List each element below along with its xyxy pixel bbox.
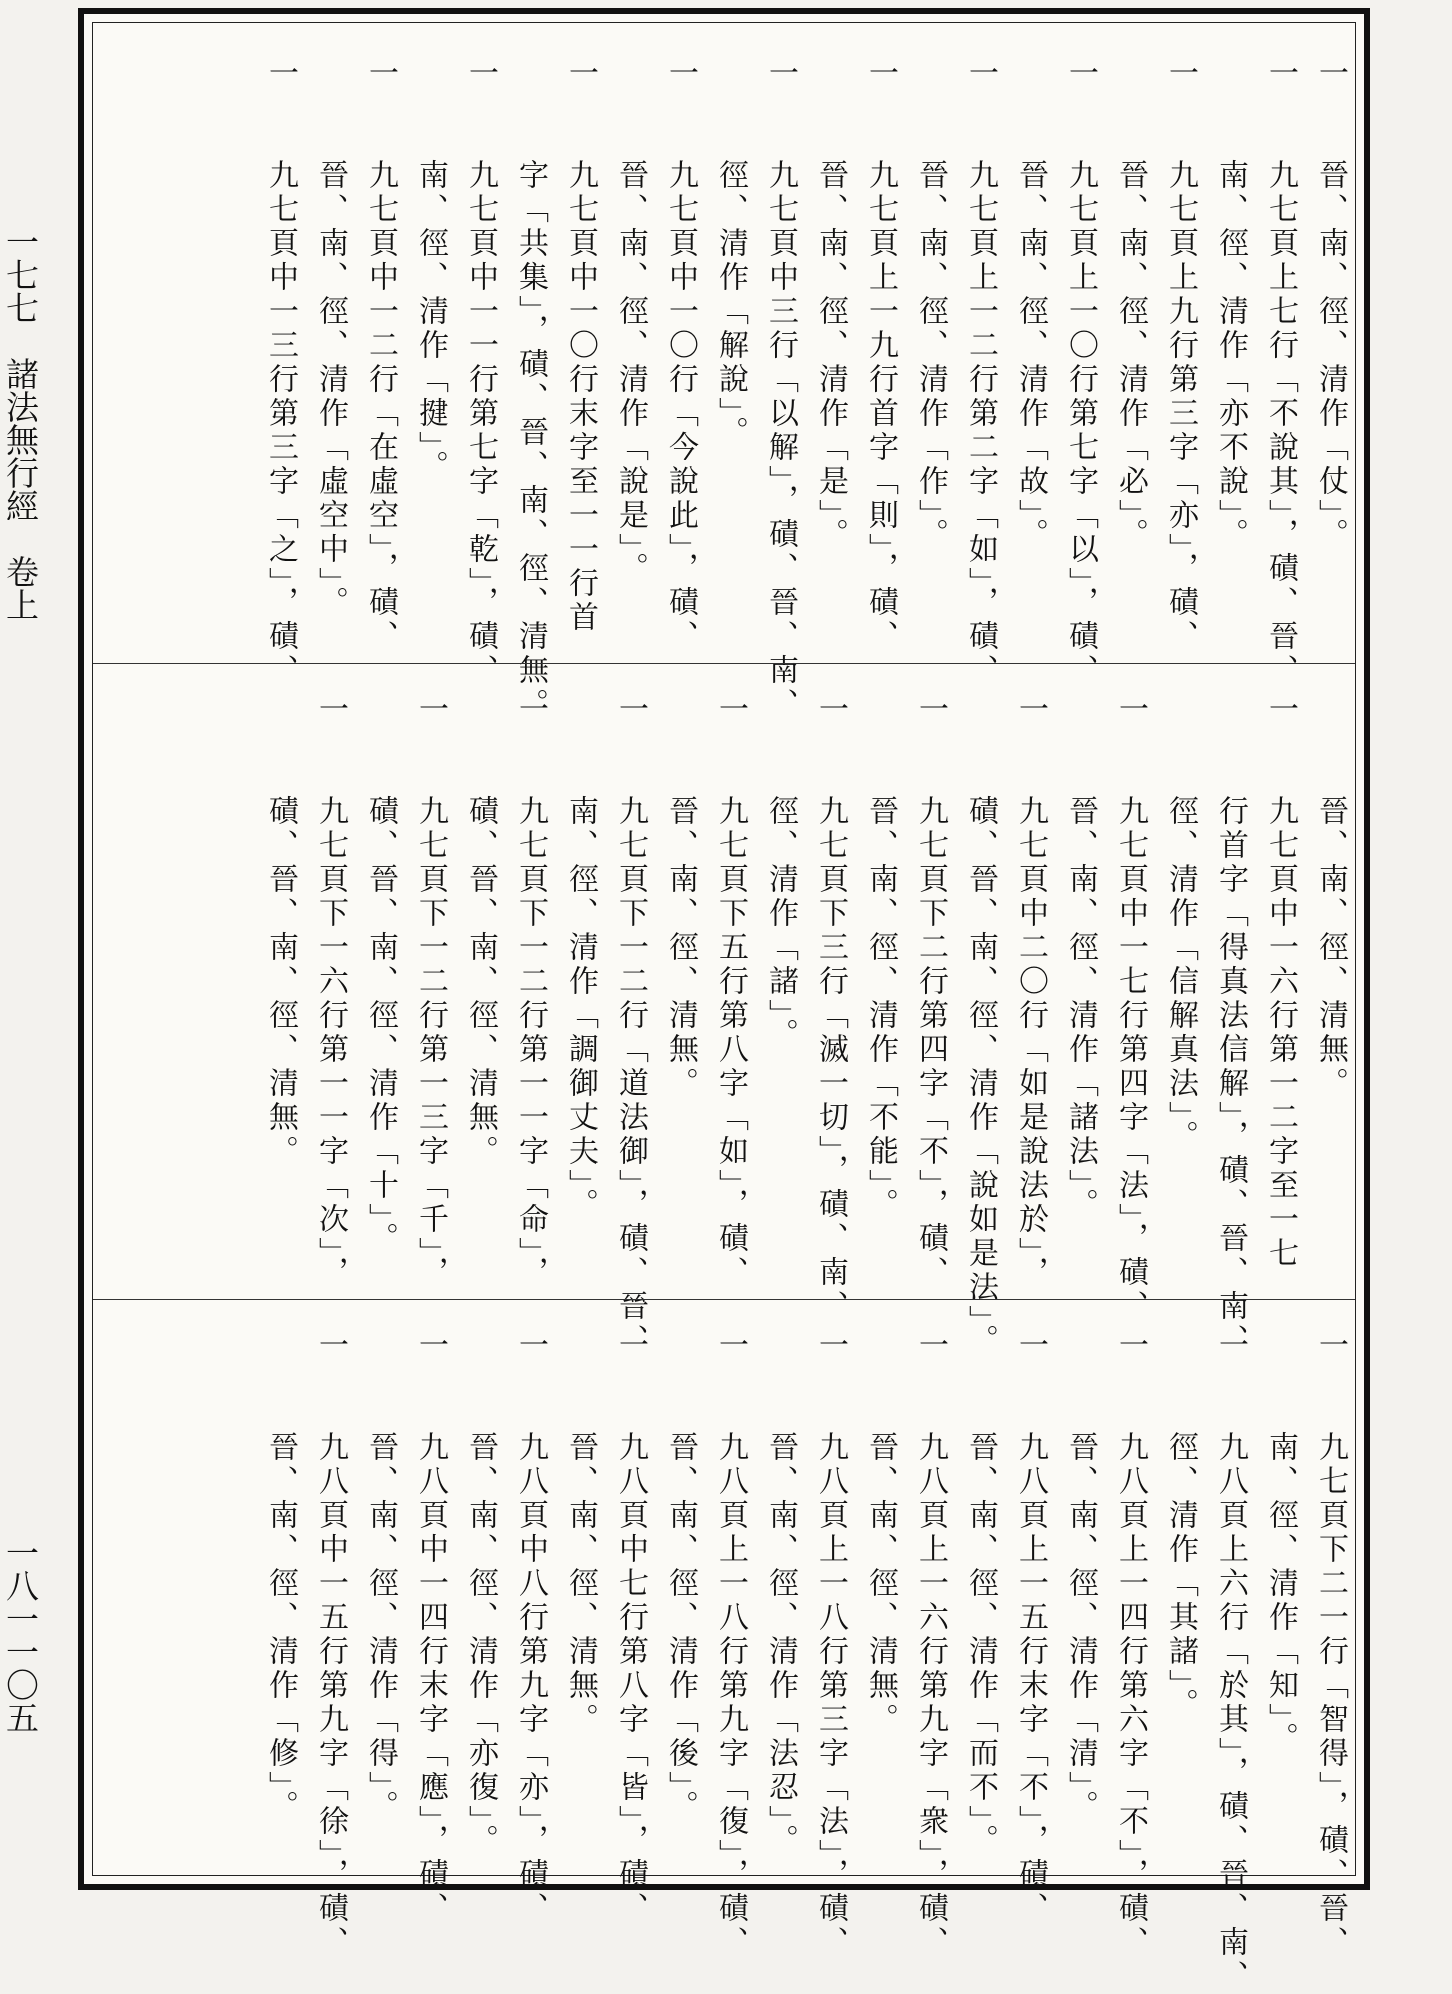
text-column: 一 九八頁中一五行第九字「徐」，磧、 bbox=[313, 1329, 348, 1960]
text-column: 一 九八頁中一四行末字「應」，磧、 bbox=[413, 1329, 448, 1926]
text-column: 一 九七頁上九行第三字「亦」，磧、 bbox=[1163, 57, 1198, 654]
text-column: 一 九七頁中一七行第四字「法」，磧、 bbox=[1113, 693, 1148, 1324]
register-lower bbox=[93, 1299, 1355, 1994]
text-column: 字「共集」，磧、晉、南、徑、清無。 bbox=[513, 57, 548, 722]
text-column: 一 九七頁中三行「以解」，磧、晉、南、 bbox=[763, 57, 798, 722]
text-column: 一 九七頁下一二行「道法御」，磧、晉、 bbox=[613, 693, 648, 1358]
text-column: 晉、南、徑、清作「而不」。 bbox=[963, 1329, 998, 1858]
text-column: 南、徑、清作「調御丈夫」。 bbox=[563, 693, 598, 1222]
text-column: 南、徑、清作「亦不說」。 bbox=[1213, 57, 1248, 552]
text-column: 晉、南、徑、清無。 bbox=[863, 1329, 898, 1737]
text-column: 一 九七頁下二行第四字「不」，磧、 bbox=[913, 693, 948, 1290]
text-column: 晉、南、徑、清作「亦復」。 bbox=[463, 1329, 498, 1858]
text-column: 一 晉、南、徑、清作「仗」。 bbox=[1313, 57, 1348, 552]
text-column: 晉、南、徑、清作「後」。 bbox=[663, 1329, 698, 1824]
text-column: 晉、南、徑、清作「得」。 bbox=[363, 1329, 398, 1824]
text-column: 南、徑、清作「揵」。 bbox=[413, 57, 448, 484]
text-column: 一 九八頁上一五行末字「不」，磧、 bbox=[1013, 1329, 1048, 1926]
text-column: 一 九七頁上一九行首字「則」，磧、 bbox=[863, 57, 898, 654]
text-column: 磧、晉、南、徑、清無。 bbox=[263, 693, 298, 1169]
page-frame bbox=[78, 8, 1370, 1994]
text-column: 磧、晉、南、徑、清作「十」。 bbox=[363, 693, 398, 1256]
text-column: 一 九七頁中一六行第一二字至一七 bbox=[1263, 693, 1298, 1271]
text-column: 一 九八頁上一八行第九字「復」，磧、 bbox=[713, 1329, 748, 1960]
text-column: 晉、南、徑、清作「清」。 bbox=[1063, 1329, 1098, 1824]
text-column: 一 九七頁下一二行第一三字「千」， bbox=[413, 693, 448, 1290]
text-column: 一 九七頁中一〇行「今說此」，磧、 bbox=[663, 57, 698, 654]
text-column: 磧、晉、南、徑、清無。 bbox=[463, 693, 498, 1169]
text-column: 一 九八頁上六行「於其」，磧、晉、南、 bbox=[1213, 1329, 1248, 1994]
text-column: 一 九七頁上七行「不說其」，磧、晉、 bbox=[1263, 57, 1298, 688]
register-upper bbox=[93, 23, 1355, 722]
text-column: 晉、南、徑、清作「不能」。 bbox=[863, 693, 898, 1222]
text-column: 一 九七頁中一〇行末字至一一行首 bbox=[563, 57, 598, 635]
text-column: 一 九七頁下五行第八字「如」，磧、 bbox=[713, 693, 748, 1290]
text-column: 徑、清作「解說」。 bbox=[713, 57, 748, 450]
text-column: 一 九七頁上一二行第二字「如」，磧、 bbox=[963, 57, 998, 688]
margin-page-number: 一八一一〇五 bbox=[1, 1536, 40, 1734]
text-column: 一 九七頁中一二行「在虛空」，磧、 bbox=[363, 57, 398, 654]
text-column: 晉、南、徑、清作「作」。 bbox=[913, 57, 948, 552]
text-column: 一 九七頁中一一行第七字「乾」，磧、 bbox=[463, 57, 498, 688]
text-column: 一 九八頁中八行第九字「亦」，磧、 bbox=[513, 1329, 548, 1926]
text-column: 晉、南、徑、清無。 bbox=[1313, 693, 1348, 1101]
text-column: 晉、南、徑、清作「法忍」。 bbox=[763, 1329, 798, 1858]
text-column: 一 九七頁下三行「滅一切」，磧、南、 bbox=[813, 693, 848, 1324]
text-column: 晉、南、徑、清作「說是」。 bbox=[613, 57, 648, 586]
text-column: 一 九八頁上一六行第九字「衆」，磧、 bbox=[913, 1329, 948, 1960]
text-column: 南、徑、清作「知」。 bbox=[1263, 1329, 1298, 1756]
text-column: 徑、清作「其諸」。 bbox=[1163, 1329, 1198, 1722]
text-column: 晉、南、徑、清作「必」。 bbox=[1113, 57, 1148, 552]
text-column: 一 九七頁下一六行第一一字「次」， bbox=[313, 693, 348, 1290]
text-column: 行首字「得真法信解」，磧、晉、南、 bbox=[1213, 693, 1248, 1358]
text-column: 一 九七頁下一二行第一一字「命」， bbox=[513, 693, 548, 1290]
text-column: 晉、南、徑、清無。 bbox=[663, 693, 698, 1101]
text-column: 晉、南、徑、清作「是」。 bbox=[813, 57, 848, 552]
text-column: 一 九八頁中七行第八字「皆」，磧、 bbox=[613, 1329, 648, 1926]
text-column: 晉、南、徑、清無。 bbox=[563, 1329, 598, 1737]
margin-title: 一七七 諸法無行經 卷上 bbox=[1, 225, 40, 621]
text-column: 徑、清作「信解真法」。 bbox=[1163, 693, 1198, 1154]
text-column: 一 九七頁中一三行第三字「之」，磧、 bbox=[263, 57, 298, 688]
text-area bbox=[92, 22, 1356, 1994]
text-column: 晉、南、徑、清作「虛空中」。 bbox=[313, 57, 348, 620]
text-column: 一 九七頁中二〇行「如是說法於」， bbox=[1013, 693, 1048, 1290]
text-column: 一 九八頁上一八行第三字「法」，磧、 bbox=[813, 1329, 848, 1960]
text-column: 一 九八頁上一四行第六字「不」，磧、 bbox=[1113, 1329, 1148, 1960]
text-column: 徑、清作「諸」。 bbox=[763, 693, 798, 1052]
text-column: 一 九七頁上一〇行第七字「以」，磧、 bbox=[1063, 57, 1098, 688]
text-column: 磧、晉、南、徑、清作「說如是法」。 bbox=[963, 693, 998, 1358]
text-column: 一 九七頁下二一行「智得」，磧、晉、 bbox=[1313, 1329, 1348, 1960]
text-column: 晉、南、徑、清作「諸法」。 bbox=[1063, 693, 1098, 1222]
text-column: 晉、南、徑、清作「修」。 bbox=[263, 1329, 298, 1824]
register-middle bbox=[93, 663, 1355, 1358]
text-column: 晉、南、徑、清作「故」。 bbox=[1013, 57, 1048, 552]
